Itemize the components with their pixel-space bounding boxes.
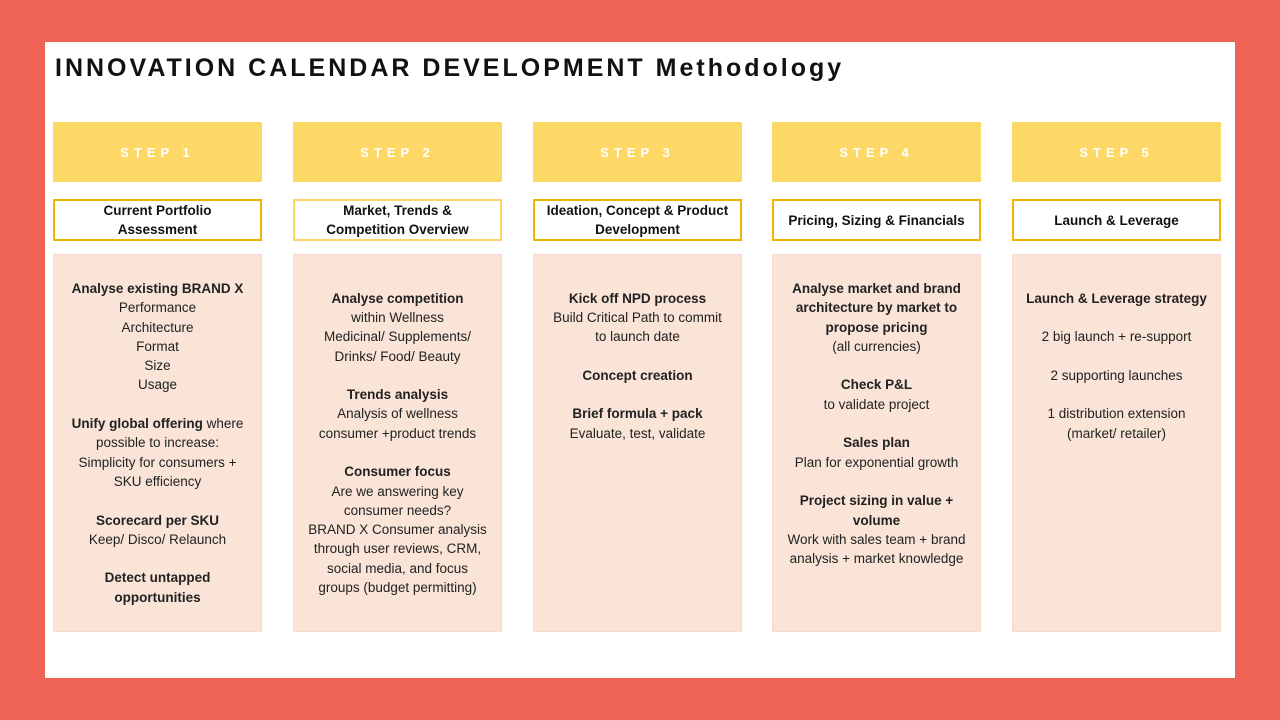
step-column-5 <box>1012 122 1221 441</box>
body-line <box>60 453 255 472</box>
body-text: Usage <box>137 377 178 393</box>
body-text: BRAND X Consumer analysis <box>308 522 487 538</box>
body-line <box>60 375 255 394</box>
body-text: within Wellness <box>351 309 444 325</box>
body-line <box>540 289 735 308</box>
body-line <box>779 375 974 394</box>
body-text: Sales plan <box>843 435 910 451</box>
body-text: through user reviews, CRM, <box>313 541 482 557</box>
body-line <box>779 549 974 568</box>
body-line <box>779 491 974 510</box>
page-title: INNOVATION CALENDAR DEVELOPMENT Methodology <box>55 54 845 82</box>
body-text: propose pricing <box>825 319 928 335</box>
body-line <box>300 327 495 346</box>
body-line <box>300 289 495 308</box>
body-line <box>779 337 974 356</box>
body-line <box>300 520 495 539</box>
body-line <box>300 347 495 366</box>
body-line <box>300 385 495 404</box>
body-text: Drinks/ Food/ Beauty <box>334 348 461 364</box>
body-line <box>540 404 735 423</box>
body-line <box>1019 327 1214 346</box>
step-heading-line: Current Portfolio <box>103 203 212 218</box>
body-text: Launch & Leverage strategy <box>1026 290 1207 306</box>
body-text: Medicinal/ Supplements/ <box>323 329 472 345</box>
body-text: opportunities <box>114 589 201 605</box>
body-text: Kick off NPD process <box>568 290 707 306</box>
body-text: Consumer focus <box>344 464 451 480</box>
body-text: analysis + market knowledge <box>789 551 964 567</box>
body-line <box>1019 366 1214 385</box>
body-line <box>60 318 255 337</box>
body-text: to launch date <box>595 329 680 345</box>
body-text: Analysis of wellness <box>337 406 458 422</box>
step-heading-line: Launch & Leverage <box>1054 212 1179 228</box>
body-text: (market/ retailer) <box>1066 425 1166 441</box>
step-column-1 <box>53 122 262 605</box>
body-line <box>779 433 974 452</box>
body-line <box>540 366 735 385</box>
body-text: Simplicity for consumers + <box>78 454 237 470</box>
body-line <box>300 462 495 481</box>
body-text: Detect untapped <box>104 570 211 586</box>
body-line <box>60 588 255 607</box>
body-line <box>300 578 495 597</box>
body-line <box>60 472 255 491</box>
body-text: Analyse existing BRAND X <box>71 280 244 296</box>
step-heading-line: Ideation, Concept & Product <box>546 203 729 218</box>
body-text: possible to increase: <box>95 435 220 451</box>
body-text: consumer needs? <box>343 502 452 518</box>
body-line <box>779 530 974 549</box>
body-line <box>60 356 255 375</box>
body-line <box>60 414 255 433</box>
body-text: Format <box>136 338 179 354</box>
step-heading-line: Competition Overview <box>326 222 469 237</box>
body-text: Check P&L <box>840 377 913 393</box>
body-text: Keep/ Disco/ Relaunch <box>88 531 227 547</box>
step-heading-line: Development <box>595 222 680 237</box>
step-heading <box>293 199 502 241</box>
body-text: Analyse competition <box>331 290 464 306</box>
step-heading <box>1012 199 1221 241</box>
step-column-3 <box>533 122 742 441</box>
body-line <box>540 308 735 327</box>
step-body <box>533 254 742 632</box>
body-line <box>540 424 735 443</box>
body-text: Architecture <box>121 319 194 335</box>
body-text: Brief formula + pack <box>572 406 703 422</box>
body-line <box>779 511 974 530</box>
body-text: (all currencies) <box>832 338 921 354</box>
body-text: Size <box>144 358 171 374</box>
body-text: Project sizing in value + <box>799 493 954 509</box>
step-heading <box>53 199 262 241</box>
body-line <box>779 453 974 472</box>
step-column-2 <box>293 122 502 596</box>
body-line <box>60 433 255 452</box>
body-line <box>60 337 255 356</box>
step-body <box>1012 254 1221 632</box>
body-text: Unify global offering <box>71 416 203 432</box>
body-text: Trends analysis <box>346 387 449 403</box>
step-label: STEP 1 <box>53 122 262 182</box>
body-line <box>60 298 255 317</box>
body-line <box>779 279 974 298</box>
step-heading <box>533 199 742 241</box>
body-text: volume <box>852 512 901 528</box>
body-text: where <box>202 416 244 432</box>
body-text: 2 big launch + re-support <box>1041 329 1192 345</box>
body-line <box>300 404 495 423</box>
step-heading <box>772 199 981 241</box>
body-text: 1 distribution extension <box>1047 406 1186 422</box>
body-line <box>300 539 495 558</box>
body-line <box>779 298 974 317</box>
body-text: social media, and focus <box>326 560 469 576</box>
body-line <box>779 395 974 414</box>
step-heading-line: Assessment <box>117 222 198 237</box>
step-heading-line: Pricing, Sizing & Financials <box>788 212 965 228</box>
step-label: STEP 5 <box>1012 122 1221 182</box>
body-line <box>1019 424 1214 443</box>
body-text: Scorecard per SKU <box>95 512 220 528</box>
body-text: Concept creation <box>582 367 693 383</box>
body-line <box>300 559 495 578</box>
body-text: architecture by market to <box>795 300 958 316</box>
body-line <box>779 318 974 337</box>
body-text: SKU efficiency <box>113 473 202 489</box>
step-body <box>772 254 981 632</box>
body-line <box>60 530 255 549</box>
slide <box>45 42 1235 678</box>
body-line <box>60 511 255 530</box>
body-text: Work with sales team + brand <box>787 531 966 547</box>
body-text: groups (budget permitting) <box>318 580 477 596</box>
body-line <box>300 482 495 501</box>
step-column-4 <box>772 122 981 567</box>
step-label: STEP 2 <box>293 122 502 182</box>
step-body <box>53 254 262 632</box>
body-text: Analyse market and brand <box>792 280 961 296</box>
body-text: Plan for exponential growth <box>794 454 959 470</box>
body-text: to validate project <box>823 396 930 412</box>
body-text: consumer +product trends <box>318 425 477 441</box>
step-heading-line: Market, Trends & <box>343 203 452 218</box>
body-line <box>1019 404 1214 423</box>
body-text: Are we answering key <box>331 483 464 499</box>
body-line <box>300 308 495 327</box>
step-body <box>293 254 502 632</box>
body-text: Performance <box>118 300 197 316</box>
body-line <box>60 279 255 298</box>
body-text: 2 supporting launches <box>1050 367 1183 383</box>
body-line <box>60 568 255 587</box>
body-line <box>300 501 495 520</box>
step-label: STEP 4 <box>772 122 981 182</box>
body-line <box>300 424 495 443</box>
step-label: STEP 3 <box>533 122 742 182</box>
body-text: Build Critical Path to commit <box>553 309 722 325</box>
body-text: Evaluate, test, validate <box>569 425 706 441</box>
body-line <box>1019 289 1214 308</box>
body-line <box>540 327 735 346</box>
